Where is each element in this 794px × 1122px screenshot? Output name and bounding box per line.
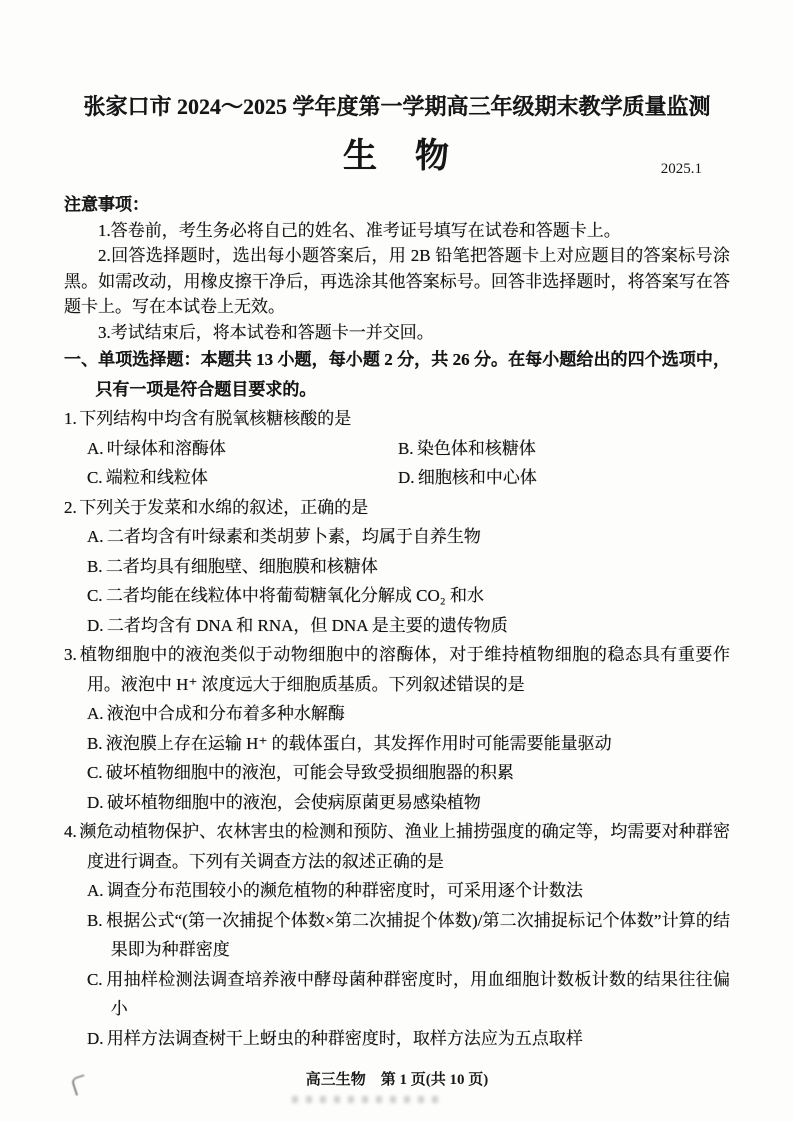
question-number: 2.: [64, 497, 77, 517]
option-grid: [87, 434, 730, 493]
option-text: 液泡中合成和分布着多种水解酶: [106, 704, 345, 723]
option-text: 液泡膜上存在运输 H⁺ 的载体蛋白，其发挥作用时可能需要能量驱动: [105, 733, 612, 753]
question-2: [64, 493, 730, 641]
question-number: 3.: [64, 645, 77, 664]
option-b: [87, 552, 730, 582]
option-c: [87, 463, 398, 493]
option-label: A.: [86, 527, 104, 546]
question-area: [64, 345, 730, 1053]
option-label: B.: [86, 910, 103, 930]
section-heading: 一、单项选择题：本题共 13 小题，每小题 2 分，共 26 分。在每小题给出的四个选项中，只有一项是符合题目要求的。: [64, 350, 730, 399]
option-label: C.: [86, 763, 103, 782]
option-label: D.: [86, 1028, 104, 1048]
option-text: 二者均能在线粒体中将葡萄糖氧化分解成 CO₂ 和水: [105, 586, 484, 605]
option-a: [87, 876, 730, 906]
option-a: [87, 522, 730, 552]
option-label: D.: [86, 792, 104, 812]
question-text: 下列关于发菜和水绵的叙述，正确的是: [79, 497, 369, 517]
option-text: 破坏植物细胞中的液泡，会使病原菌更易感染植物: [106, 792, 481, 812]
option-label: B.: [397, 438, 414, 458]
option-label: A.: [86, 881, 104, 900]
option-label: C.: [86, 969, 103, 989]
question-1: [64, 404, 730, 493]
notice-item-1: 1.答卷前，考生务必将自己的姓名、准考证号填写在试卷和答题卡上。: [98, 220, 621, 240]
option-label: B.: [86, 733, 103, 753]
option-label: B.: [86, 556, 103, 576]
option-text: 叶绿体和溶酶体: [106, 438, 226, 458]
page-footer: 高三生物 第 1 页(共 10 页): [305, 1072, 489, 1088]
exam-date: 2025.1: [660, 161, 702, 177]
question-number: 1.: [64, 409, 77, 428]
question-3: [64, 640, 730, 817]
option-text: 端粒和线粒体: [105, 468, 208, 487]
option-label: C.: [86, 586, 103, 605]
option-label: A.: [86, 438, 104, 458]
option-text: 根据公式“(第一次捕捉个体数×第二次捕捉个体数)/第二次捕捉标记个体数”计算的结果即为种群密度: [105, 910, 730, 959]
option-text: 二者均含有叶绿素和类胡萝卜素，均属于自养生物: [106, 527, 481, 546]
option-text: 用抽样检测法调查培养液中酵母菌种群密度时，用血细胞计数板计数的结果往往偏小: [105, 969, 730, 1018]
option-b: [87, 729, 730, 759]
option-text: 二者均含有 DNA 和 RNA，但 DNA 是主要的遗传物质: [106, 615, 508, 635]
question-stem: [64, 640, 730, 699]
option-c: [87, 758, 730, 788]
option-a: [87, 699, 730, 729]
option-text: 细胞核和中心体: [417, 468, 537, 487]
option-d: [87, 611, 730, 641]
option-label: D.: [397, 468, 415, 487]
question-text: 濒危动植物保护、农林害虫的检测和预防、渔业上捕捞强度的确定等，均需要对种群密度进行调查。下列有关调查方法的叙述正确的是: [79, 822, 730, 871]
question-stem: [64, 493, 730, 523]
subject-row: [64, 134, 730, 180]
option-label: C.: [86, 468, 103, 487]
question-stem: [64, 404, 730, 434]
option-d: [398, 463, 730, 493]
option-d: [87, 1024, 730, 1054]
question-text: 植物细胞中的液泡类似于动物细胞中的溶酶体，对于维持植物细胞的稳态具有重要作用。液泡中 H⁺ 浓度远大于细胞质基质。下列叙述错误的是: [79, 645, 730, 694]
option-b: [398, 434, 730, 464]
exam-header: [64, 92, 730, 180]
question-text: 下列结构中均含有脱氧核糖核酸的是: [79, 409, 352, 428]
option-d: [87, 788, 730, 818]
question-number: 4.: [64, 822, 77, 841]
option-text: 染色体和核糖体: [416, 438, 536, 458]
scan-artifact-ghost-text: [292, 1096, 442, 1103]
option-b: [87, 906, 730, 965]
subject-title: 生 物: [343, 138, 451, 175]
option-text: 二者均具有细胞壁、细胞膜和核糖体: [105, 556, 378, 576]
question-stem: [64, 817, 730, 876]
option-text: 用样方法调查树干上蚜虫的种群密度时，取样方法应为五点取样: [106, 1028, 583, 1048]
notice-section: [64, 192, 730, 345]
question-4: [64, 817, 730, 1053]
option-label: A.: [86, 704, 104, 723]
option-text: 破坏植物细胞中的液泡，可能会导致受损细胞器的积累: [105, 763, 514, 782]
option-a: [87, 434, 398, 464]
notice-item-3: 3.考试结束后，将本试卷和答题卡一并交回。: [98, 322, 434, 342]
page-title: 张家口市 2024～2025 学年度第一学期高三年级期末教学质量监测: [83, 94, 711, 119]
option-text: 调查分布范围较小的濒危植物的种群密度时，可采用逐个计数法: [106, 881, 583, 900]
notice-item-2: 2.回答选择题时，选出每小题答案后，用 2B 铅笔把答题卡上对应题目的答案标号涂黑。如需改动，用橡皮擦干净后，再选涂其他答案标号。回答非选择题时，将答案写在答题卡上。写在本试卷上无效。: [64, 246, 730, 316]
option-label: D.: [86, 615, 104, 635]
option-c: [87, 581, 730, 611]
option-c: [87, 965, 730, 1024]
notice-heading: 注意事项：: [64, 195, 149, 214]
